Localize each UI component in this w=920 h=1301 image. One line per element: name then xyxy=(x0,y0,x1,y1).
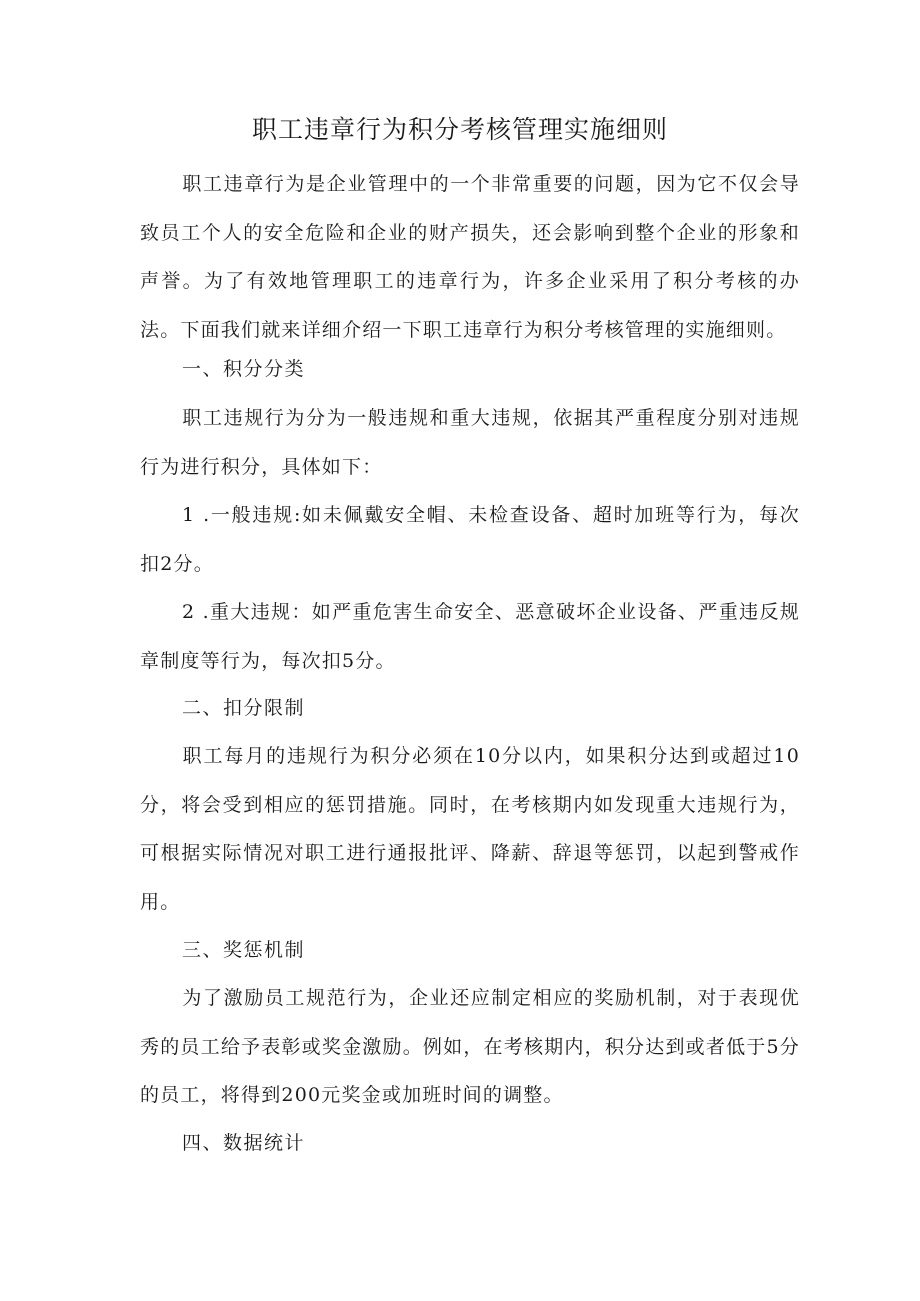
section-3-text: 为了激励员工规范行为，企业还应制定相应的奖励机制，对于表现优秀的员工给予表彰或奖金激励。例如，在考核期内，积分达到或者低于5分的员工，将得到200元奖金或加班时间的调整。 xyxy=(140,987,800,1106)
section-1-heading: 一、积分分类 xyxy=(182,358,306,380)
section-1-item-2 xyxy=(140,588,800,685)
section-1-item-2-text: 2 .重大违规：如严重危害生命安全、恶意破坏企业设备、严重违反规章制度等行为，每次扣5分。 xyxy=(140,601,800,672)
section-3-heading: 三、奖惩机制 xyxy=(182,939,306,961)
document-title: 职工违章行为积分考核管理实施细则 xyxy=(251,115,668,144)
section-2-text: 职工每月的违规行为积分必须在10分以内，如果积分达到或超过10分，将会受到相应的惩罚措施。同时，在考核期内如发现重大违规行为，可根据实际情况对职工进行通报批评、降薪、辞退等惩罚，以起到警戒作用。 xyxy=(140,745,800,913)
intro-text: 职工违章行为是企业管理中的一个非常重要的问题，因为它不仅会导致员工个人的安全危险和企业的财产损失，还会影响到整个企业的形象和声誉。为了有效地管理职工的违章行为，许多企业采用了积分考核的办法。下面我们就来详细介绍一下职工违章行为积分考核管理的实施细则。 xyxy=(140,173,800,341)
section-1-text: 职工违规行为分为一般违规和重大违规，依据其严重程度分别对违规行为进行积分，具体如下： xyxy=(140,407,800,478)
section-3-paragraph xyxy=(140,974,800,1120)
section-2-heading: 二、扣分限制 xyxy=(182,697,306,719)
section-4-heading: 四、数据统计 xyxy=(182,1132,306,1154)
section-2-paragraph xyxy=(140,732,800,926)
section-1-item-1-text: 1 .一般违规:如未佩戴安全帽、未检查设备、超时加班等行为，每次扣2分。 xyxy=(140,504,800,575)
section-1-paragraph xyxy=(140,394,800,491)
section-1-item-1 xyxy=(140,491,800,588)
intro-paragraph xyxy=(140,160,800,354)
